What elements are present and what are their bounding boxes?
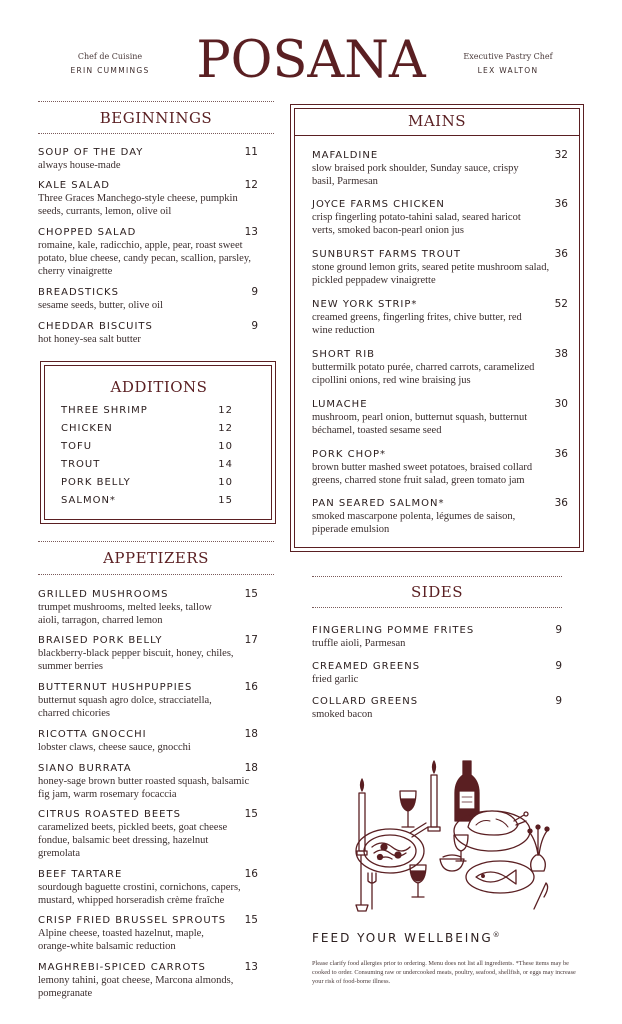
- item-price: 36: [554, 448, 568, 460]
- item-name: BRAISED PORK BELLY: [38, 635, 163, 646]
- item-name: TOFU: [61, 441, 93, 452]
- item-name: KALE SALAD: [38, 180, 111, 191]
- item-description: brown butter mashed sweet potatoes, braised collard greens, charred stone fruit salad, green tomato jam: [312, 462, 533, 486]
- wine-glass-icon: [410, 865, 426, 897]
- item-price: 9: [555, 695, 562, 707]
- divider: [312, 607, 562, 608]
- addition-item: [61, 477, 233, 488]
- item-price: 36: [554, 497, 568, 509]
- divider: [294, 135, 580, 136]
- menu-item: [38, 914, 258, 953]
- menu-item: [312, 348, 568, 387]
- item-name: CREAMED GREENS: [312, 661, 421, 672]
- item-price: 9: [251, 286, 258, 298]
- item-price: 10: [218, 441, 233, 452]
- item-price: 18: [244, 728, 258, 740]
- item-name: RICOTTA GNOCCHI: [38, 729, 147, 740]
- fish-plate-icon: [466, 861, 534, 893]
- menu-item: [38, 179, 258, 218]
- divider: [38, 541, 274, 542]
- item-name: SOUP OF THE DAY: [38, 147, 144, 158]
- item-price: 15: [244, 914, 258, 926]
- item-description: caramelized beets, pickled beets, goat cheese fondue, balsamic beet dressing, hazelnut gremolata: [38, 822, 228, 859]
- item-description: honey-sage brown butter roasted squash, balsamic fig jam, warm rosemary focaccia: [38, 776, 250, 800]
- tagline-text: FEED YOUR WELLBEING: [312, 931, 493, 945]
- item-description: mushroom, pearl onion, butternut squash, butternut béchamel, toasted sesame seed: [312, 412, 528, 436]
- menu-item: [38, 681, 258, 720]
- addition-item: [61, 405, 233, 416]
- item-price: 17: [244, 634, 258, 646]
- section-title-appetizers: APPETIZERS: [103, 549, 209, 567]
- item-name: PAN SEARED SALMON*: [312, 498, 445, 509]
- item-description: hot honey-sea salt butter: [38, 334, 141, 345]
- menu-item: [38, 286, 258, 312]
- item-price: 12: [244, 179, 258, 191]
- item-price: 16: [244, 868, 258, 880]
- item-price: 12: [218, 423, 233, 434]
- menu-item: [38, 868, 258, 907]
- knife-icon: [534, 883, 548, 909]
- item-price: 32: [554, 149, 568, 161]
- item-description: trumpet mushrooms, melted leeks, tallow aioli, tarragon, charred lemon: [38, 602, 212, 626]
- item-price: 36: [554, 248, 568, 260]
- menu-item: [38, 728, 258, 754]
- divider: [38, 101, 274, 102]
- item-name: COLLARD GREENS: [312, 696, 419, 707]
- pastry-chef-title: Executive Pastry Chef: [463, 52, 553, 61]
- item-description: fried garlic: [312, 674, 359, 685]
- item-description: slow braised pork shoulder, Sunday sauce, crispy basil, Parmesan: [312, 163, 519, 187]
- item-name: CRISP FRIED BRUSSEL SPROUTS: [38, 915, 227, 926]
- menu-item: [312, 448, 568, 487]
- chef-name: ERIN CUMMINGS: [70, 66, 150, 75]
- item-description: romaine, kale, radicchio, apple, pear, roast sweet potato, blue cheese, candy pecan, scallion, parsley, cherry vinaigrette: [38, 240, 252, 277]
- chef-de-cuisine: [56, 52, 164, 75]
- item-price: 9: [251, 320, 258, 332]
- divider: [312, 576, 562, 577]
- item-name: BEEF TARTARE: [38, 869, 123, 880]
- item-description: sourdough baguette crostini, cornichons, capers, mustard, whipped horseradish crème fraîche: [38, 882, 241, 906]
- bowl-icon: [440, 855, 464, 871]
- item-name: CHEDDAR BISCUITS: [38, 321, 153, 332]
- candle-center-icon: [428, 761, 440, 831]
- menu-item: [38, 808, 258, 860]
- item-price: 13: [244, 961, 258, 973]
- additions-box: [40, 361, 276, 524]
- allergy-disclaimer: Please clarify food allergies prior to ordering. Menu does not list all ingredients. *These items may be cooked to order. Consuming raw or undercooked meats, poultry, seafood, shellfish, or eggs may increase your risk of food-borne illness.: [312, 960, 576, 985]
- menu-item: [312, 497, 568, 536]
- item-name: LUMACHE: [312, 399, 368, 410]
- restaurant-logo: POSANA: [196, 31, 426, 90]
- item-description: lobster claws, cheese sauce, gnocchi: [38, 742, 191, 753]
- wine-glass-icon: [400, 791, 416, 827]
- menu-item: [312, 624, 562, 650]
- item-name: MAGHREBI-SPICED CARROTS: [38, 962, 206, 973]
- item-name: PORK BELLY: [61, 477, 131, 488]
- item-price: 14: [218, 459, 233, 470]
- item-name: GRILLED MUSHROOMS: [38, 589, 169, 600]
- item-price: 30: [554, 398, 568, 410]
- tagline: [312, 931, 502, 945]
- item-name: CHOPPED SALAD: [38, 227, 137, 238]
- item-description: stone ground lemon grits, seared petite mushroom salad, pickled peppadew vinaigrette: [312, 262, 550, 286]
- item-name: BREADSTICKS: [38, 287, 119, 298]
- item-description: lemony tahini, goat cheese, Marcona almonds, pomegranate: [38, 975, 234, 999]
- item-description: creamed greens, fingerling frites, chive butter, red wine reduction: [312, 312, 522, 336]
- item-price: 18: [244, 762, 258, 774]
- pastry-chef-name: LEX WALTON: [477, 66, 539, 75]
- menu-item: [38, 226, 258, 278]
- divider: [38, 574, 274, 575]
- item-price: 36: [554, 198, 568, 210]
- addition-item: [61, 459, 233, 470]
- executive-pastry-chef: [452, 52, 564, 75]
- trademark-symbol: ®: [492, 931, 502, 939]
- roast-chicken-icon: [454, 811, 530, 851]
- item-name: FINGERLING POMME FRITES: [312, 625, 475, 636]
- item-name: SIANO BURRATA: [38, 763, 132, 774]
- item-price: 15: [218, 495, 233, 506]
- menu-item: [312, 198, 568, 237]
- item-name: THREE SHRIMP: [61, 405, 148, 416]
- item-description: Three Graces Manchego-style cheese, pumpkin seeds, currants, lemon, olive oil: [38, 193, 238, 217]
- menu-item: [312, 248, 568, 287]
- item-name: JOYCE FARMS CHICKEN: [312, 199, 445, 210]
- item-price: 9: [555, 624, 562, 636]
- fork-icon: [368, 873, 376, 909]
- divider: [38, 133, 274, 134]
- menu-item: [38, 762, 258, 801]
- menu-item: [312, 398, 568, 437]
- menu-item: [312, 149, 568, 188]
- item-description: smoked mascarpone polenta, légumes de saison, piperade emulsion: [312, 511, 516, 535]
- section-title-mains: MAINS: [407, 112, 467, 130]
- item-description: crisp fingerling potato-tahini salad, seared haricot verts, smoked bacon-pearl onion jus: [312, 212, 521, 236]
- section-title-beginnings: BEGINNINGS: [99, 109, 213, 127]
- item-name: SALMON*: [61, 495, 116, 506]
- item-price: 12: [218, 405, 233, 416]
- menu-item: [312, 660, 562, 686]
- item-price: 9: [555, 660, 562, 672]
- item-price: 15: [244, 588, 258, 600]
- item-name: BUTTERNUT HUSHPUPPIES: [38, 682, 193, 693]
- item-name: CITRUS ROASTED BEETS: [38, 809, 181, 820]
- item-name: CHICKEN: [61, 423, 113, 434]
- item-price: 15: [244, 808, 258, 820]
- item-description: sesame seeds, butter, olive oil: [38, 300, 163, 311]
- menu-item: [312, 298, 568, 337]
- item-description: smoked bacon: [312, 709, 373, 720]
- item-name: SHORT RIB: [312, 349, 376, 360]
- menu-item: [38, 588, 258, 627]
- item-description: buttermilk potato purée, charred carrots, caramelized cipollini onions, red wine braising jus: [312, 362, 535, 386]
- item-price: 11: [244, 146, 258, 158]
- item-description: Alpine cheese, toasted hazelnut, maple, orange-white balsamic reduction: [38, 928, 204, 952]
- menu-item: [38, 146, 258, 172]
- item-description: always house-made: [38, 160, 121, 171]
- item-description: blackberry-black pepper biscuit, honey, chiles, summer berries: [38, 648, 234, 672]
- item-description: truffle aioli, Parmesan: [312, 638, 406, 649]
- item-description: butternut squash agro dolce, stracciatella, charred chicories: [38, 695, 212, 719]
- addition-item: [61, 495, 233, 506]
- item-name: NEW YORK STRIP*: [312, 299, 418, 310]
- addition-item: [61, 441, 233, 452]
- item-price: 13: [244, 226, 258, 238]
- item-price: 16: [244, 681, 258, 693]
- table-setting-illustration: [350, 755, 555, 920]
- item-price: 38: [554, 348, 568, 360]
- menu-header: [0, 0, 622, 100]
- wine-bottle-icon: [455, 761, 479, 821]
- section-title-sides: SIDES: [411, 583, 463, 601]
- menu-item: [38, 320, 258, 346]
- item-name: PORK CHOP*: [312, 449, 386, 460]
- item-name: MAFALDINE: [312, 150, 379, 161]
- chef-title: Chef de Cuisine: [77, 52, 143, 61]
- menu-item: [312, 695, 562, 721]
- menu-item: [38, 961, 258, 1000]
- item-name: TROUT: [61, 459, 101, 470]
- section-title-additions: ADDITIONS: [110, 378, 208, 396]
- item-name: SUNBURST FARMS TROUT: [312, 249, 462, 260]
- menu-item: [38, 634, 258, 673]
- item-price: 52: [554, 298, 568, 310]
- item-price: 10: [218, 477, 233, 488]
- addition-item: [61, 423, 233, 434]
- flower-vase-icon: [528, 825, 549, 871]
